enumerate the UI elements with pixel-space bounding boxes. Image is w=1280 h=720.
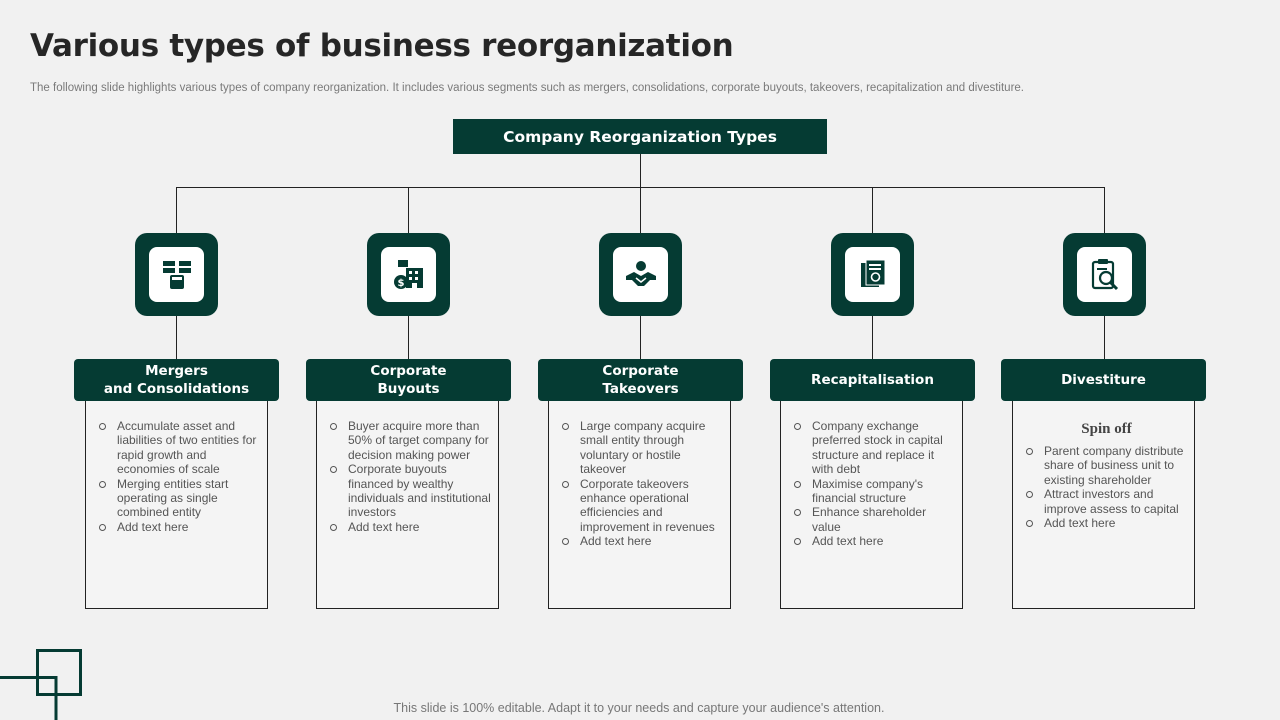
- connector-tile-to-header: [176, 316, 177, 359]
- bullet-list: [98, 419, 261, 534]
- branch-card: [85, 401, 268, 609]
- bullet-item: Add text here: [98, 520, 261, 534]
- branch-card: [316, 401, 499, 609]
- connector-root-stem: [640, 154, 641, 187]
- branch-card: [1012, 401, 1195, 609]
- merge-database-icon: [149, 247, 204, 302]
- clipboard-search-icon: [1077, 247, 1132, 302]
- branch-header-line1: Corporate: [370, 363, 447, 379]
- slide-title: Various types of business reorganization: [30, 28, 734, 64]
- bullet-list: [561, 419, 724, 549]
- bullet-item: Add text here: [1025, 516, 1188, 530]
- branch-header-line1: Divestiture: [1061, 372, 1146, 388]
- card-subheading: Spin off: [1081, 421, 1132, 437]
- branch-icon-tile: [1063, 233, 1146, 316]
- connector-tile-to-header: [408, 316, 409, 359]
- connector-tile-to-header: [640, 316, 641, 359]
- slide-footer: This slide is 100% editable. Adapt it to your needs and capture your audience's attention.: [393, 701, 885, 715]
- bullet-item: Company exchange preferred stock in capital structure and replace it with debt: [793, 419, 956, 477]
- bullet-item: Enhance shareholder value: [793, 505, 956, 534]
- bullet-item: Corporate buyouts financed by wealthy individuals and institutional investors: [329, 462, 492, 520]
- bullet-item: Merging entities start operating as single combined entity: [98, 477, 261, 520]
- bullet-list: [329, 419, 492, 534]
- bullet-item: Add text here: [329, 520, 492, 534]
- branch-header: [74, 359, 279, 401]
- handshake-icon: [613, 247, 668, 302]
- branch-header-line1: Recapitalisation: [811, 372, 934, 388]
- bullet-item: Add text here: [793, 534, 956, 548]
- branch-icon-tile: [367, 233, 450, 316]
- bullet-item: Accumulate asset and liabilities of two entities for rapid growth and economies of scale: [98, 419, 261, 477]
- root-node: [453, 119, 827, 154]
- branch-icon-tile: [599, 233, 682, 316]
- bullet-item: Maximise company's financial structure: [793, 477, 956, 506]
- bullet-item: Add text here: [561, 534, 724, 548]
- branch-icon-tile: [135, 233, 218, 316]
- bullet-item: Corporate takeovers enhance operational efficiencies and improvement in revenues: [561, 477, 724, 535]
- branch-header-line2: Takeovers: [602, 381, 679, 397]
- connector-drop: [1104, 187, 1105, 233]
- branch-icon-tile: [831, 233, 914, 316]
- branch-header: [1001, 359, 1206, 401]
- svg-text:$: $: [397, 277, 404, 289]
- branch-header: [770, 359, 975, 401]
- connector-drop: [640, 187, 641, 233]
- bullet-list: [1025, 444, 1188, 530]
- connector-tile-to-header: [1104, 316, 1105, 359]
- connector-tile-to-header: [872, 316, 873, 359]
- bullet-list: [793, 419, 956, 549]
- branch-header-line2: and Consolidations: [103, 381, 250, 397]
- branch-header-line1: Mergers: [145, 363, 208, 379]
- root-node-label: Company Reorganization Types: [503, 127, 777, 146]
- branch-header-line2: Buyouts: [377, 381, 440, 397]
- branch-header-line1: Corporate: [602, 363, 679, 379]
- branch-header: [306, 359, 511, 401]
- slide-subtitle: The following slide highlights various types of company reorganization. It includes various segments such as mergers, consolidations, corporate buyouts, takeovers, recapitalization and divestiture.: [30, 82, 1024, 94]
- business-buyout-icon: [381, 247, 436, 302]
- branch-header: [538, 359, 743, 401]
- bullet-item: Buyer acquire more than 50% of target company for decision making power: [329, 419, 492, 462]
- branch-card: [780, 401, 963, 609]
- bullet-item: Parent company distribute share of business unit to existing shareholder: [1025, 444, 1188, 487]
- branch-card: [548, 401, 731, 609]
- connector-drop: [176, 187, 177, 233]
- connector-drop: [408, 187, 409, 233]
- connector-drop: [872, 187, 873, 233]
- bullet-item: Large company acquire small entity through voluntary or hostile takeover: [561, 419, 724, 477]
- refresh-document-icon: [845, 247, 900, 302]
- bullet-item: Attract investors and improve assess to capital: [1025, 487, 1188, 516]
